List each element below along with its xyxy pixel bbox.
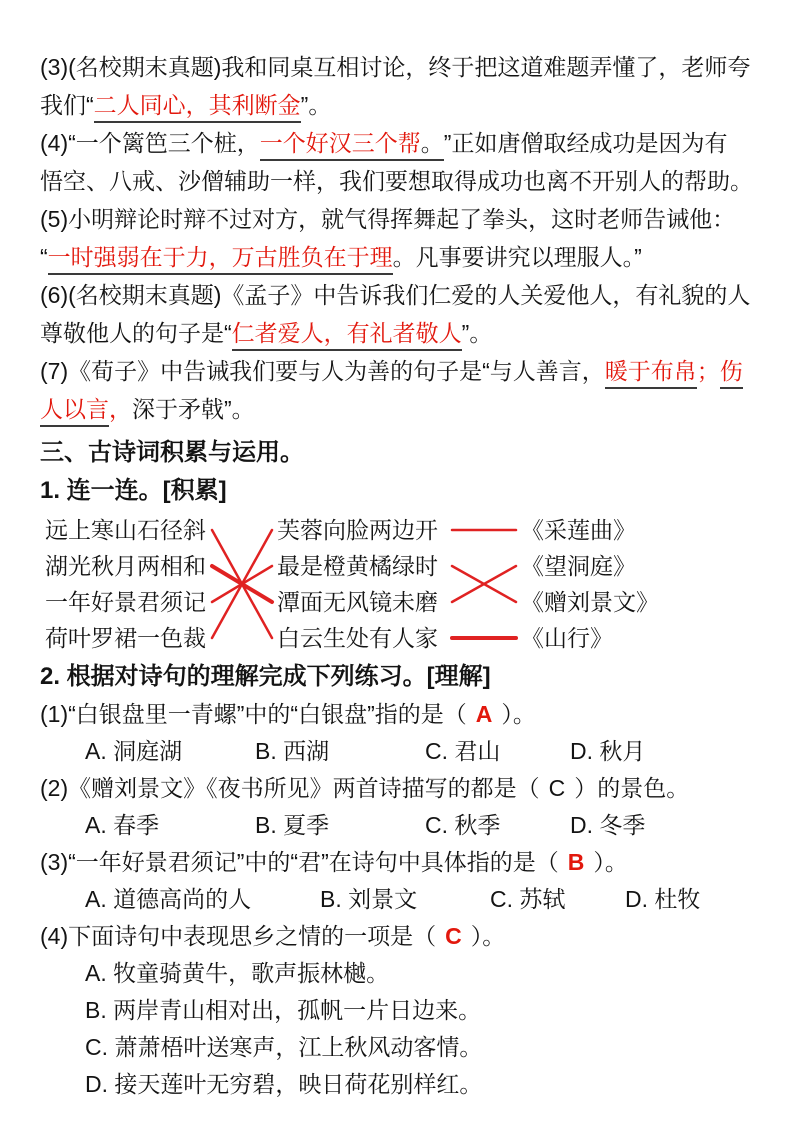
fill-item-line (40, 48, 755, 86)
mcq-stem (40, 918, 755, 955)
mcq-option: A. 春季 (85, 812, 160, 838)
fill-item-line (40, 276, 755, 314)
match-connector-line (212, 566, 272, 602)
match-connector-line (452, 566, 516, 602)
mcq-option: D. 秋月 (570, 738, 646, 764)
fill-in-blank-section (40, 48, 755, 428)
text-segment: (5)小明辩论时辩不过对方，就气得挥舞起了拳头，这时老师告诫他： (40, 206, 736, 232)
mcq-option-row (40, 881, 755, 918)
fill-item-line (40, 124, 755, 162)
answer-letter: A (475, 701, 493, 727)
match-connector-line (212, 530, 272, 638)
text-segment: (7)《荀子》中告诫我们要与人为善的句子是“与人善言， (40, 358, 605, 384)
answer-text: 伤 (720, 358, 743, 389)
text-segment: 我们“ (40, 92, 94, 118)
match-connector-line (452, 566, 516, 602)
answer-text: 暖于布帛 (605, 358, 697, 389)
answer-text: ， (109, 396, 132, 422)
answer-text: 万古胜负在于理 (232, 244, 393, 275)
text-segment: 深于矛戟”。 (132, 396, 255, 422)
mcq-option: A. 洞庭湖 (85, 738, 183, 764)
fill-item-line (40, 352, 755, 390)
text-segment: (3)(名校期末真题)我和同桌互相讨论，终于把这道难题弄懂了，老师夸 (40, 54, 751, 80)
text-segment: ”。 (300, 92, 332, 118)
multiple-choice-section (40, 696, 755, 1103)
poem-line-middle: 白云生处有人家 (277, 625, 438, 651)
answer-text: 仁者爱人， (232, 320, 347, 351)
match-connector-line (212, 530, 272, 638)
mcq-option: B. 西湖 (255, 738, 330, 764)
text-segment: (1)“白银盘里一青螺”中的“白银盘”指的是（ (40, 701, 467, 727)
mcq-option: B. 刘景文 (320, 886, 418, 912)
text-segment: (6)(名校期末真题)《孟子》中告诉我们仁爱的人关爱他人，有礼貌的人 (40, 282, 751, 308)
section-three-heading: 三、古诗词积累与运用。 (40, 439, 304, 466)
text-segment: (2)《赠刘景文》《夜书所见》两首诗描写的都是（ (40, 775, 540, 801)
answer-text: 一个好汉三个帮 (260, 130, 421, 161)
text-segment: ）。 (470, 923, 506, 949)
answer-letter: C (548, 775, 566, 801)
text-segment: ”正如唐僧取经成功是因为有 (443, 130, 728, 156)
exercise-1-title: 1. 连一连。[积累] (40, 477, 227, 504)
text-segment: 。凡事要讲究以理服人。” (392, 244, 642, 270)
poem-line-middle: 芙蓉向脸两边开 (277, 517, 438, 543)
mcq-option: A. 牧童骑黄牛，歌声振林樾。 (85, 960, 390, 986)
fill-item-line (40, 200, 755, 238)
poem-title-right: 《望洞庭》 (521, 553, 636, 579)
text-segment: (4)“一个篱笆三个桩， (40, 130, 260, 156)
answer-text: 人以言 (40, 396, 109, 427)
poem-title-right: 《赠刘景文》 (521, 589, 659, 615)
poem-line-left: 远上寒山石径斜 (45, 517, 206, 543)
mcq-stem (40, 770, 755, 807)
answer-text: ； (696, 358, 720, 384)
text-segment: ）的景色。 (574, 775, 690, 801)
mcq-option: A. 道德高尚的人 (85, 886, 252, 912)
answer-letter: C (445, 923, 462, 949)
mcq-option: D. 冬季 (570, 812, 646, 838)
mcq-option: C. 萧萧梧叶送寒声，江上秋风动客情。 (85, 1034, 483, 1060)
mcq-option-row (40, 733, 755, 770)
poem-line-left: 荷叶罗裙一色裁 (45, 625, 206, 651)
mcq-option: B. 夏季 (255, 812, 330, 838)
answer-text: 二人同心， (94, 92, 209, 123)
poem-title-right: 《山行》 (521, 625, 613, 651)
mcq-option: D. 杜牧 (625, 886, 701, 912)
mcq-option: B. 两岸青山相对出，孤帆一片日边来。 (85, 997, 482, 1023)
matching-exercise (40, 512, 755, 658)
answer-text: 一时强弱在于力， (48, 244, 232, 275)
answer-text: 有礼者敬人 (347, 320, 462, 351)
poem-title-right: 《采莲曲》 (521, 517, 636, 543)
fill-item-line (40, 238, 755, 276)
mcq-option: C. 苏轼 (490, 886, 566, 912)
mcq-stem (40, 844, 755, 881)
mcq-stem (40, 696, 755, 733)
exercise-2-title: 2. 根据对诗句的理解完成下列练习。[理解] (40, 663, 491, 690)
text-segment: (3)“一年好景君须记”中的“君”在诗句中具体指的是（ (40, 849, 559, 875)
text-segment: ）。 (501, 701, 536, 727)
text-segment: 悟空、八戒、沙僧辅助一样，我们要想取得成功也离不开别人的帮助。 (40, 168, 753, 194)
mcq-option-row (40, 807, 755, 844)
text-segment: 。 (421, 130, 444, 161)
fill-item-line (40, 390, 755, 428)
match-connector-line (212, 566, 272, 602)
mcq-option: D. 接天莲叶无穷碧，映日荷花别样红。 (85, 1071, 483, 1097)
poem-line-left: 湖光秋月两相和 (45, 553, 206, 579)
answer-letter: B (567, 849, 585, 875)
mcq-option: C. 君山 (425, 738, 501, 764)
fill-item-line (40, 162, 755, 200)
text-segment: (4)下面诗句中表现思乡之情的一项是（ (40, 923, 437, 949)
text-segment: ）。 (593, 849, 628, 875)
mcq-option: C. 秋季 (425, 812, 501, 838)
fill-item-line (40, 314, 755, 352)
poem-line-middle: 潭面无风镜未磨 (277, 589, 438, 615)
text-segment: “ (40, 244, 48, 270)
text-segment: ”。 (461, 320, 493, 346)
answer-text: 其利断金 (209, 92, 301, 123)
poem-line-middle: 最是橙黄橘绿时 (277, 553, 438, 579)
poem-line-left: 一年好景君须记 (45, 589, 206, 615)
text-segment: 尊敬他人的句子是“ (40, 320, 232, 346)
fill-item-line (40, 86, 755, 124)
